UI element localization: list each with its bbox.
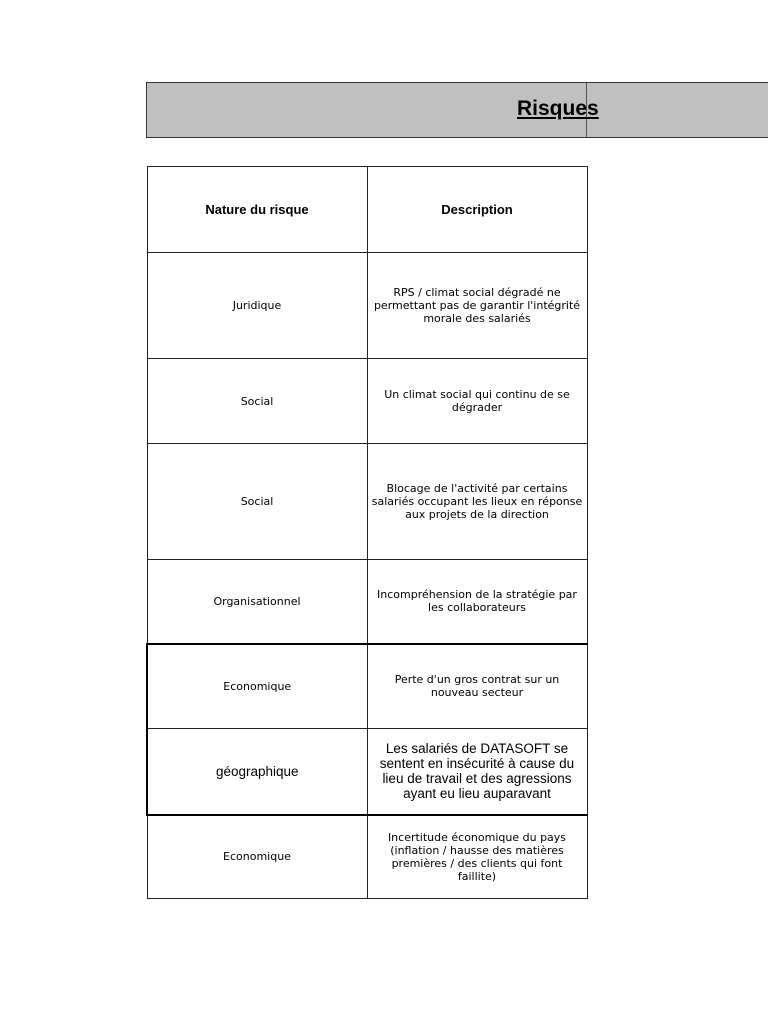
- row-description: Incertitude économique du pays (inflation / hausse des matières premières / des clients qui font faillite): [367, 815, 587, 899]
- row-nature: géographique: [147, 729, 367, 815]
- row-nature: Juridique: [147, 253, 367, 359]
- row-description: Un climat social qui continu de se dégrader: [367, 359, 587, 444]
- row-nature: Economique: [147, 644, 367, 729]
- table-row: [147, 729, 587, 815]
- table-row: [147, 815, 587, 899]
- row-description: Les salariés de DATASOFT se sentent en insécurité à cause du lieu de travail et des agressions ayant eu lieu auparavant: [367, 729, 587, 815]
- table-row: [147, 359, 587, 444]
- row-description: Perte d'un gros contrat sur un nouveau secteur: [367, 644, 587, 729]
- page-title: Risques: [517, 97, 599, 120]
- title-cell: [147, 83, 599, 137]
- header-nature: Nature du risque: [147, 167, 367, 253]
- row-nature: Social: [147, 359, 367, 444]
- row-description: Blocage de l'activité par certains salariés occupant les lieux en réponse aux projets de la direction: [367, 444, 587, 560]
- table-row: [147, 444, 587, 560]
- table-row: [147, 560, 587, 644]
- header-description: Description: [367, 167, 587, 253]
- table-row: [147, 644, 587, 729]
- row-description: Incompréhension de la stratégie par les collaborateurs: [367, 560, 587, 644]
- table-row: [147, 253, 587, 359]
- row-description: RPS / climat social dégradé ne permettant pas de garantir l'intégrité morale des salariés: [367, 253, 587, 359]
- table-header-row: [147, 167, 587, 253]
- title-bar: [146, 82, 768, 138]
- row-nature: Economique: [147, 815, 367, 899]
- row-nature: Organisationnel: [147, 560, 367, 644]
- risk-table: [146, 166, 588, 899]
- row-nature: Social: [147, 444, 367, 560]
